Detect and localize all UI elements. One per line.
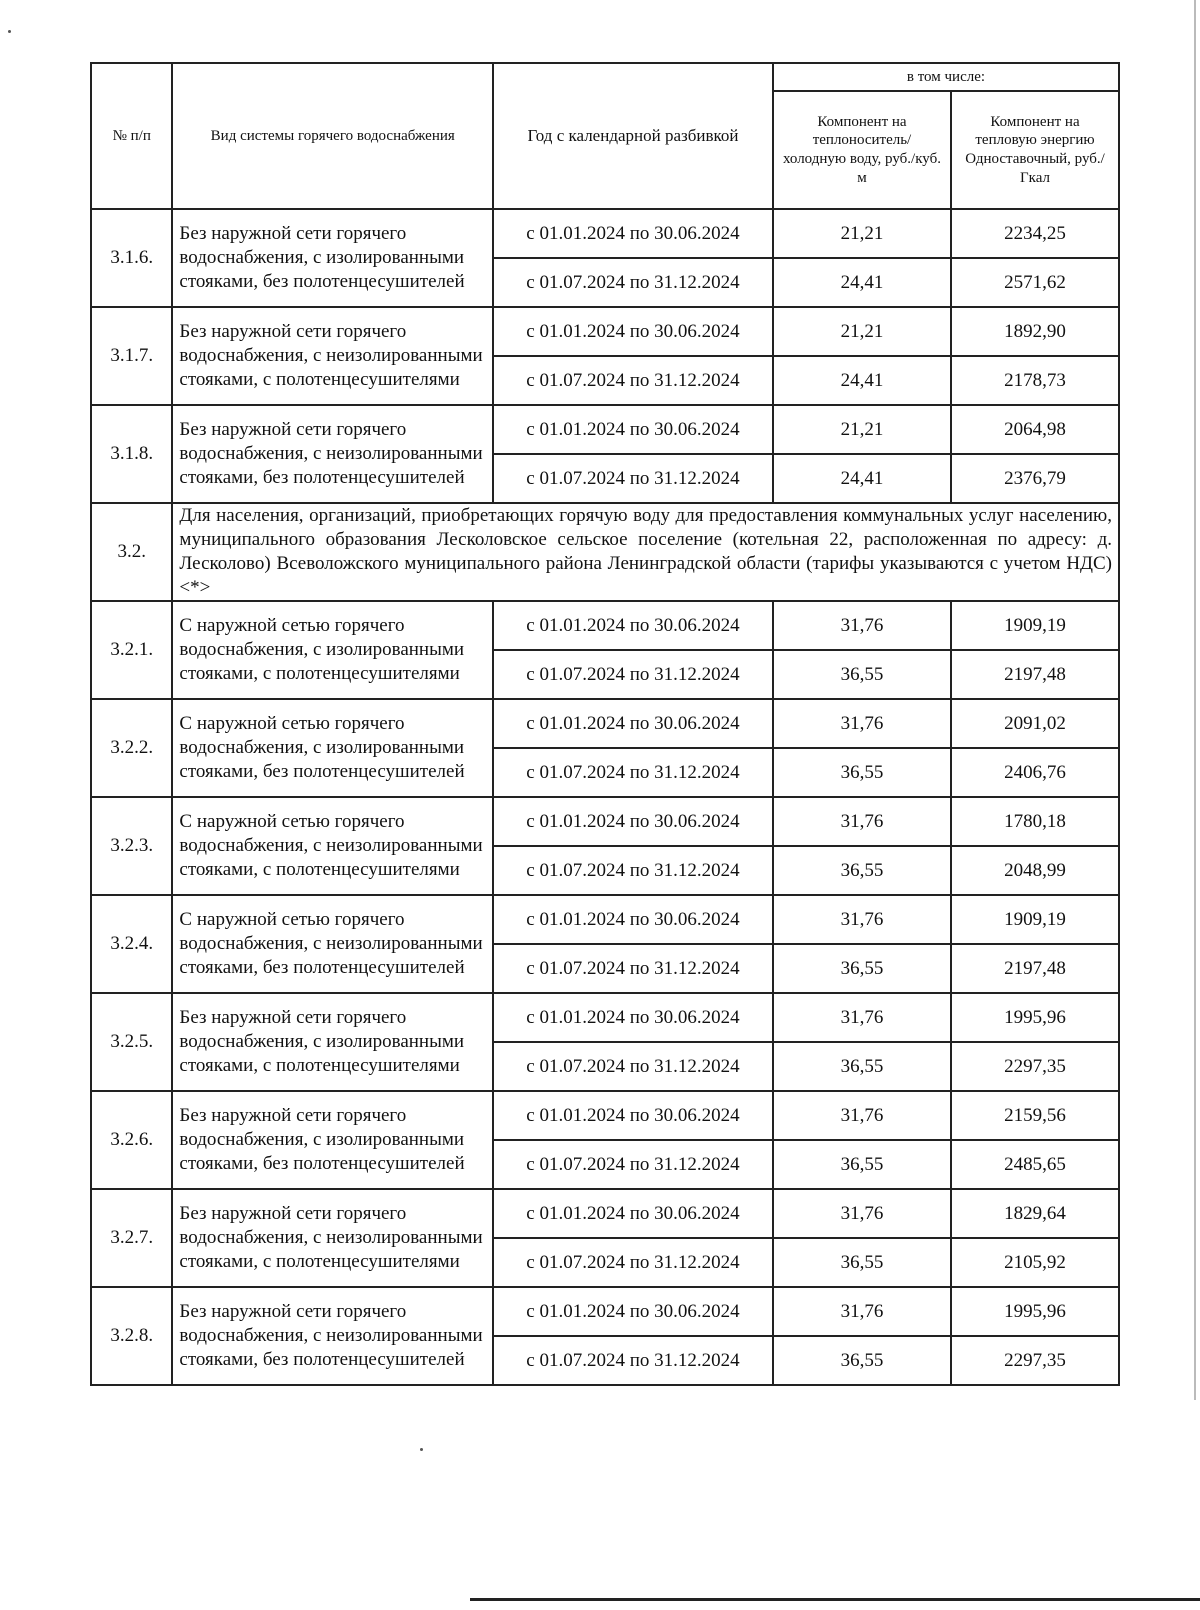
period-cell: с 01.07.2024 по 31.12.2024: [493, 846, 773, 895]
water-value: 21,21: [773, 307, 951, 356]
heat-value: 1995,96: [951, 1287, 1119, 1336]
row-description: Без наружной сети горячего водоснабжения, с неизолированными стояками, без полотенцесушителей: [172, 1287, 493, 1385]
heat-value: 1909,19: [951, 895, 1119, 944]
heat-value: 1909,19: [951, 601, 1119, 650]
water-value: 36,55: [773, 650, 951, 699]
heat-value: 2571,62: [951, 258, 1119, 307]
table-row: [91, 1287, 1119, 1336]
row-number: 3.2.5.: [91, 993, 172, 1091]
heat-value: 1892,90: [951, 307, 1119, 356]
table-row: [91, 1091, 1119, 1140]
table-row: [91, 797, 1119, 846]
row-description: Без наружной сети горячего водоснабжения, с неизолированными стояками, с полотенцесушителями: [172, 1189, 493, 1287]
water-value: 31,76: [773, 797, 951, 846]
period-cell: с 01.01.2024 по 30.06.2024: [493, 405, 773, 454]
row-number: 3.1.7.: [91, 307, 172, 405]
heat-value: 2105,92: [951, 1238, 1119, 1287]
water-value: 36,55: [773, 1140, 951, 1189]
row-number: 3.2.6.: [91, 1091, 172, 1189]
period-cell: с 01.07.2024 по 31.12.2024: [493, 1238, 773, 1287]
row-number: 3.2.7.: [91, 1189, 172, 1287]
heat-value: 2297,35: [951, 1042, 1119, 1091]
header-year: Год с календарной разбивкой: [493, 63, 773, 209]
table-row: [91, 307, 1119, 356]
scan-edge: [1194, 0, 1196, 1400]
period-cell: с 01.01.2024 по 30.06.2024: [493, 699, 773, 748]
period-cell: с 01.01.2024 по 30.06.2024: [493, 1287, 773, 1336]
water-value: 31,76: [773, 895, 951, 944]
row-description: Без наружной сети горячего водоснабжения, с неизолированными стояками, с полотенцесушителями: [172, 307, 493, 405]
period-cell: с 01.07.2024 по 31.12.2024: [493, 944, 773, 993]
period-cell: с 01.07.2024 по 31.12.2024: [493, 454, 773, 503]
row-description: Без наружной сети горячего водоснабжения, с изолированными стояками, без полотенцесушителей: [172, 209, 493, 307]
table-row: [91, 601, 1119, 650]
water-value: 36,55: [773, 1042, 951, 1091]
group-row: [91, 503, 1119, 601]
period-cell: с 01.01.2024 по 30.06.2024: [493, 1091, 773, 1140]
table-row: [91, 209, 1119, 258]
heat-value: 2064,98: [951, 405, 1119, 454]
period-cell: с 01.01.2024 по 30.06.2024: [493, 993, 773, 1042]
heat-value: 2197,48: [951, 944, 1119, 993]
water-value: 21,21: [773, 405, 951, 454]
row-number: 3.2.8.: [91, 1287, 172, 1385]
tariff-table: [90, 62, 1120, 1386]
water-value: 31,76: [773, 1189, 951, 1238]
scan-edge: [470, 1598, 1200, 1601]
water-value: 36,55: [773, 846, 951, 895]
group-number: 3.2.: [91, 503, 172, 601]
water-value: 24,41: [773, 258, 951, 307]
row-description: Без наружной сети горячего водоснабжения, с изолированными стояками, с полотенцесушителями: [172, 993, 493, 1091]
period-cell: с 01.01.2024 по 30.06.2024: [493, 601, 773, 650]
scan-speck: [420, 1448, 423, 1451]
heat-value: 2159,56: [951, 1091, 1119, 1140]
period-cell: с 01.07.2024 по 31.12.2024: [493, 1042, 773, 1091]
row-number: 3.2.1.: [91, 601, 172, 699]
heat-value: 2091,02: [951, 699, 1119, 748]
row-description: С наружной сетью горячего водоснабжения, с неизолированными стояками, без полотенцесушителей: [172, 895, 493, 993]
water-value: 21,21: [773, 209, 951, 258]
row-number: 3.2.4.: [91, 895, 172, 993]
water-value: 31,76: [773, 601, 951, 650]
water-value: 36,55: [773, 1336, 951, 1385]
water-value: 36,55: [773, 1238, 951, 1287]
water-value: 31,76: [773, 699, 951, 748]
period-cell: с 01.07.2024 по 31.12.2024: [493, 748, 773, 797]
header-comp-heat: Компонент на тепловую энергию Одноставочный, руб./Гкал: [951, 91, 1119, 209]
header-comp-water: Компонент на теплоноситель/ холодную воду, руб./куб. м: [773, 91, 951, 209]
row-description: С наружной сетью горячего водоснабжения, с изолированными стояками, с полотенцесушителями: [172, 601, 493, 699]
row-description: С наружной сетью горячего водоснабжения, с неизолированными стояками, с полотенцесушителями: [172, 797, 493, 895]
row-description: С наружной сетью горячего водоснабжения, с изолированными стояками, без полотенцесушителей: [172, 699, 493, 797]
row-description: Без наружной сети горячего водоснабжения, с неизолированными стояками, без полотенцесушителей: [172, 405, 493, 503]
heat-value: 2178,73: [951, 356, 1119, 405]
row-description: Без наружной сети горячего водоснабжения, с изолированными стояками, без полотенцесушителей: [172, 1091, 493, 1189]
water-value: 31,76: [773, 993, 951, 1042]
period-cell: с 01.01.2024 по 30.06.2024: [493, 797, 773, 846]
table-row: [91, 993, 1119, 1042]
water-value: 36,55: [773, 944, 951, 993]
period-cell: с 01.07.2024 по 31.12.2024: [493, 1140, 773, 1189]
heat-value: 1829,64: [951, 1189, 1119, 1238]
heat-value: 2376,79: [951, 454, 1119, 503]
period-cell: с 01.01.2024 по 30.06.2024: [493, 1189, 773, 1238]
heat-value: 1780,18: [951, 797, 1119, 846]
heat-value: 2406,76: [951, 748, 1119, 797]
period-cell: с 01.01.2024 по 30.06.2024: [493, 209, 773, 258]
period-cell: с 01.07.2024 по 31.12.2024: [493, 650, 773, 699]
heat-value: 2197,48: [951, 650, 1119, 699]
row-number: 3.1.6.: [91, 209, 172, 307]
row-number: 3.2.2.: [91, 699, 172, 797]
table-row: [91, 405, 1119, 454]
water-value: 24,41: [773, 356, 951, 405]
row-number: 3.2.3.: [91, 797, 172, 895]
heat-value: 2234,25: [951, 209, 1119, 258]
heat-value: 2485,65: [951, 1140, 1119, 1189]
water-value: 36,55: [773, 748, 951, 797]
water-value: 31,76: [773, 1287, 951, 1336]
period-cell: с 01.01.2024 по 30.06.2024: [493, 307, 773, 356]
heat-value: 2048,99: [951, 846, 1119, 895]
period-cell: с 01.07.2024 по 31.12.2024: [493, 356, 773, 405]
table-row: [91, 1189, 1119, 1238]
scan-speck: [8, 30, 11, 33]
header-num: № п/п: [91, 63, 172, 209]
water-value: 31,76: [773, 1091, 951, 1140]
period-cell: с 01.01.2024 по 30.06.2024: [493, 895, 773, 944]
period-cell: с 01.07.2024 по 31.12.2024: [493, 258, 773, 307]
group-description: Для населения, организаций, приобретающих горячую воду для предоставления коммунальных услуг населению, муниципального образования Лесколовское сельское поселение (котельная 22, расположенная по адресу: д. Лесколово) Всеволожского муниципального района Ленинградской области (тарифы указываются с учетом НДС) <*>: [172, 503, 1119, 601]
period-cell: с 01.07.2024 по 31.12.2024: [493, 1336, 773, 1385]
table-row: [91, 699, 1119, 748]
water-value: 24,41: [773, 454, 951, 503]
row-number: 3.1.8.: [91, 405, 172, 503]
heat-value: 1995,96: [951, 993, 1119, 1042]
header-system: Вид системы горячего водоснабжения: [172, 63, 493, 209]
table-row: [91, 895, 1119, 944]
header-including: в том числе:: [773, 63, 1119, 91]
heat-value: 2297,35: [951, 1336, 1119, 1385]
